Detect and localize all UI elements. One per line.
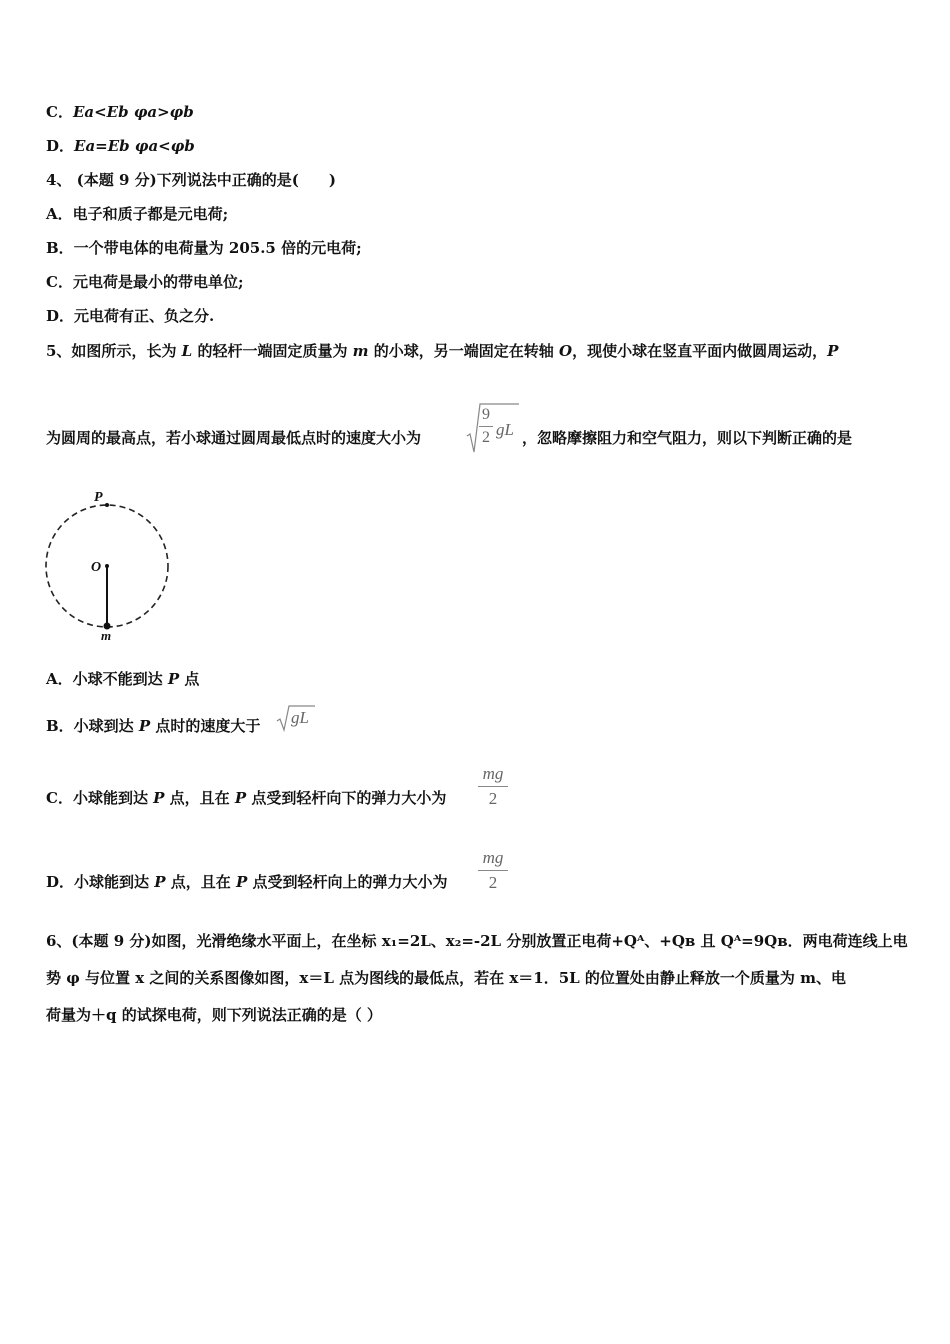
q5-option-a [46, 669, 199, 689]
fraction-numerator: mg [482, 848, 504, 867]
symbol-O: O [559, 342, 573, 360]
speed-denominator: 2 [482, 429, 490, 446]
speed-formula [466, 402, 520, 454]
q5-option-d [46, 872, 447, 892]
q5-option-b-text: 点时的速度大于 [150, 717, 261, 735]
q3-option-c-text: Ea<Eb φa>φb [72, 103, 194, 121]
top-point [105, 503, 109, 507]
q5-option-a-text: 点 [179, 670, 200, 688]
q5-option-d-text: D．小球能到达 [46, 873, 155, 891]
fraction-denominator: 2 [488, 873, 498, 892]
q4-option-a: A．电子和质子都是元电荷; [46, 205, 229, 223]
fraction-bar [479, 426, 493, 427]
q5-stem-text: 的轻杆一端固定质量为 [192, 342, 353, 360]
q5-option-d-text: 点，且在 [165, 873, 236, 891]
q6-stem-line3: 荷量为＋q 的试探电荷，则下列说法正确的是（ ） [46, 1006, 382, 1024]
symbol-P: P [153, 789, 165, 807]
q5-option-b [46, 716, 260, 736]
symbol-P: P [167, 670, 180, 688]
q5-option-c-text: 点，且在 [164, 789, 235, 807]
fraction-bar [478, 786, 508, 787]
q5-option-d-text: 点受到轻杆向上的弹力大小为 [247, 873, 448, 891]
q4-stem: 4、 (本题 9 分)下列说法中正确的是( ) [46, 171, 336, 189]
speed-numerator: 9 [482, 406, 490, 423]
q3-option-c-label: C． [46, 103, 73, 121]
q4-option-b: B．一个带电体的电荷量为 205.5 倍的元电荷; [46, 239, 362, 257]
symbol-P: P [138, 717, 151, 735]
q6-stem-line1: 6、(本题 9 分)如图，光滑绝缘水平面上，在坐标 x₁=2L、x₂=-2L 分别放置正电荷+Qᴬ、+Qʙ 且 Qᴬ=9Qʙ．两电荷连线上电 [46, 932, 908, 950]
q5-stem-line1 [46, 341, 838, 361]
symbol-m: m [352, 342, 369, 360]
q5-option-c-text: 点受到轻杆向下的弹力大小为 [246, 789, 447, 807]
q5-stem-line2-a: 为圆周的最高点，若小球通过圆周最低点时的速度大小为 [46, 429, 422, 447]
label-P: P [94, 490, 103, 505]
symbol-P: P [234, 789, 247, 807]
q5-option-c-text: C．小球能到达 [46, 789, 154, 807]
symbol-P: P [827, 342, 839, 360]
symbol-L: L [181, 342, 193, 360]
q3-option-d-label: D． [46, 137, 75, 155]
label-m: m [101, 628, 112, 643]
q5-stem-line2-b: ，忽略摩擦阻力和空气阻力，则以下判断正确的是 [522, 429, 853, 447]
q3-option-d-text: Ea=Eb φa<φb [74, 137, 195, 155]
pivot-point [105, 564, 109, 568]
fraction-denominator: 2 [488, 789, 498, 808]
q3-option-d [46, 136, 195, 156]
q4-option-c: C．元电荷是最小的带电单位; [46, 273, 244, 291]
fraction-bar [478, 870, 508, 871]
q5-stem-text: ，现使小球在竖直平面内做圆周运动， [572, 342, 828, 360]
label-O: O [91, 560, 102, 575]
fraction-mg-over-2 [478, 764, 508, 809]
fraction-mg-over-2 [478, 848, 508, 893]
q5-stem-text: 的小球，另一端固定在转轴 [368, 342, 559, 360]
symbol-P: P [235, 873, 248, 891]
speed-gL: gL [496, 420, 514, 439]
q5-option-b-text: B．小球到达 [46, 717, 139, 735]
q5-stem-text: 5、如图所示，长为 [46, 342, 182, 360]
circle-figure [40, 486, 180, 646]
sqrt-gL [276, 704, 316, 732]
fraction-numerator: mg [482, 764, 504, 783]
sqrt-gL-text: gL [291, 708, 309, 727]
q4-option-d: D．元电荷有正、负之分. [46, 307, 215, 325]
q3-option-c [46, 102, 194, 122]
q5-option-a-text: A．小球不能到达 [46, 670, 168, 688]
speed-fraction [479, 406, 493, 447]
symbol-P: P [154, 873, 166, 891]
q6-stem-line2: 势 φ 与位置 x 之间的关系图像如图，x＝L 点为图线的最低点，若在 x＝1．5L 的位置处由静止释放一个质量为 m、电 [46, 969, 847, 987]
q5-option-c [46, 788, 446, 808]
